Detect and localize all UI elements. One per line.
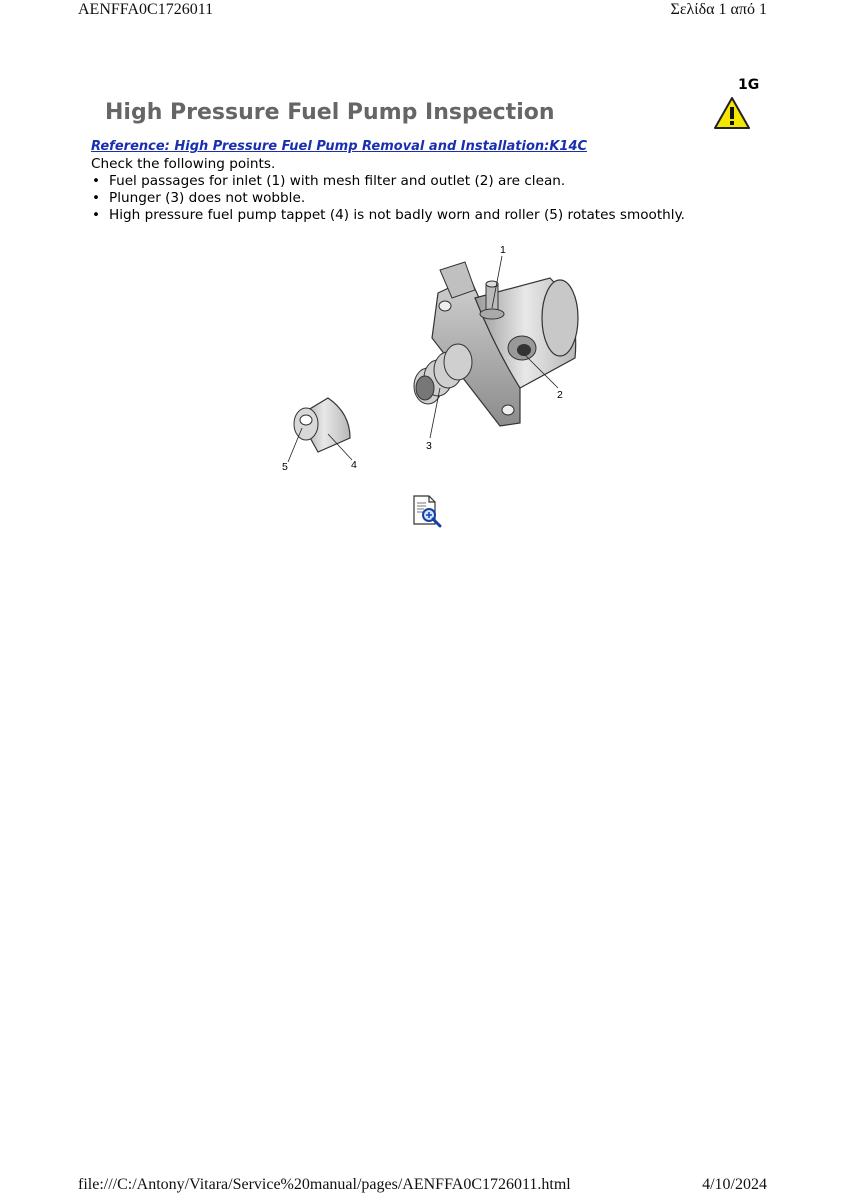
footer-date: 4/10/2024: [702, 1176, 767, 1193]
reference-link[interactable]: Reference: High Pressure Fuel Pump Removal and Installation:K14C: [91, 139, 588, 154]
footer-file-path: file:///C:/Antony/Vitara/Service%20manual/pages/AENFFA0C1726011.html: [78, 1176, 571, 1193]
page-title: High Pressure Fuel Pump Inspection: [105, 100, 555, 125]
callout-5: 5: [282, 461, 288, 473]
zoom-document-icon[interactable]: [411, 494, 443, 528]
callout-4: 4: [351, 459, 357, 471]
header-page-label: Σελίδα 1 από 1: [670, 1, 767, 18]
checklist-item: • High pressure fuel pump tappet (4) is not badly worn and roller (5) rotates smoothly.: [91, 207, 685, 224]
callout-3: 3: [426, 440, 432, 452]
checklist-item: • Fuel passages for inlet (1) with mesh filter and outlet (2) are clean.: [91, 173, 685, 190]
header-doc-id: AENFFA0C1726011: [78, 1, 214, 18]
fuel-pump-drawing: [270, 238, 600, 478]
callout-1: 1: [500, 244, 506, 256]
warning-triangle-icon: [713, 96, 751, 130]
section-code: 1G: [738, 77, 760, 93]
fuel-pump-illustration: [270, 238, 600, 478]
callout-2: 2: [557, 389, 563, 401]
intro-text: Check the following points.: [91, 156, 276, 172]
checklist-item: • Plunger (3) does not wobble.: [91, 190, 685, 207]
inspection-checklist: [91, 173, 685, 224]
